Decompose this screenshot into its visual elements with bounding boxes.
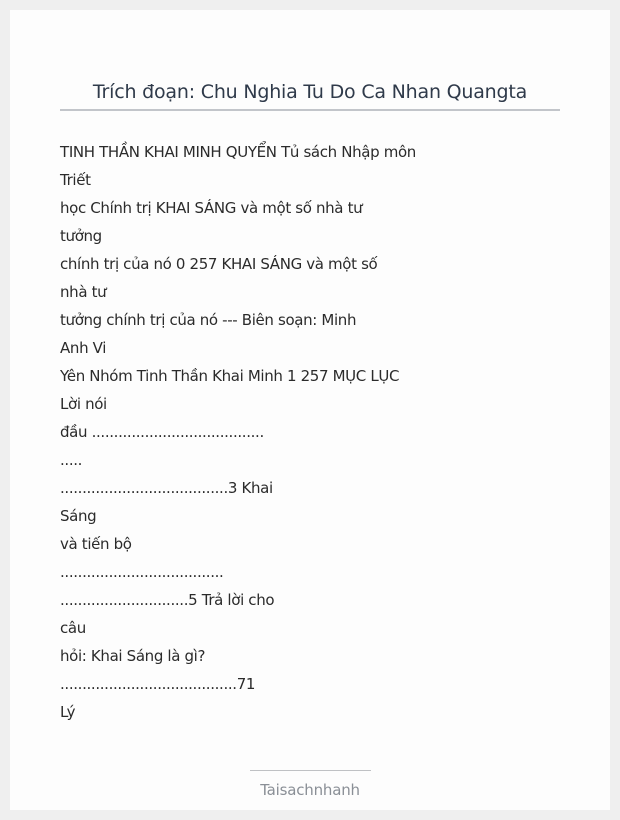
footer-source: Taisachnhanh: [260, 781, 360, 799]
text-line: ......................................3 Khai: [60, 479, 273, 497]
text-line: ........................................71: [60, 675, 256, 693]
excerpt-body: [60, 138, 560, 726]
text-line: Anh Vi: [60, 339, 107, 357]
text-line: Lý: [60, 703, 76, 721]
title-divider: [60, 109, 560, 111]
text-line: tưởng chính trị của nó --- Biên soạn: Minh: [60, 311, 357, 329]
text-line: và tiến bộ: [60, 535, 132, 553]
text-line: câu: [60, 619, 86, 637]
text-line: hỏi: Khai Sáng là gì?: [60, 647, 206, 665]
text-line: .....................................: [60, 563, 224, 581]
page-title: Trích đoạn: Chu Nghia Tu Do Ca Nhan Quangta: [92, 81, 528, 103]
text-line: TINH THẦN KHAI MINH QUYỂN Tủ sách Nhập môn: [60, 143, 416, 161]
text-line: chính trị của nó 0 257 KHAI SÁNG và một số: [60, 255, 378, 273]
text-line: tưởng: [60, 227, 102, 245]
text-line: nhà tư: [60, 283, 107, 301]
text-line: .....: [60, 451, 83, 469]
text-line: .............................5 Trả lời cho: [60, 591, 275, 609]
text-line: Triết: [60, 171, 91, 189]
text-line: Yên Nhóm Tinh Thần Khai Minh 1 257 MỤC LỤC: [60, 367, 400, 385]
document-page: [10, 10, 610, 810]
text-line: Sáng: [60, 507, 97, 525]
footer-divider: [250, 770, 371, 771]
text-line: đầu .......................................: [60, 423, 264, 441]
text-line: Lời nói: [60, 395, 107, 413]
text-line: học Chính trị KHAI SÁNG và một số nhà tư: [60, 199, 363, 217]
